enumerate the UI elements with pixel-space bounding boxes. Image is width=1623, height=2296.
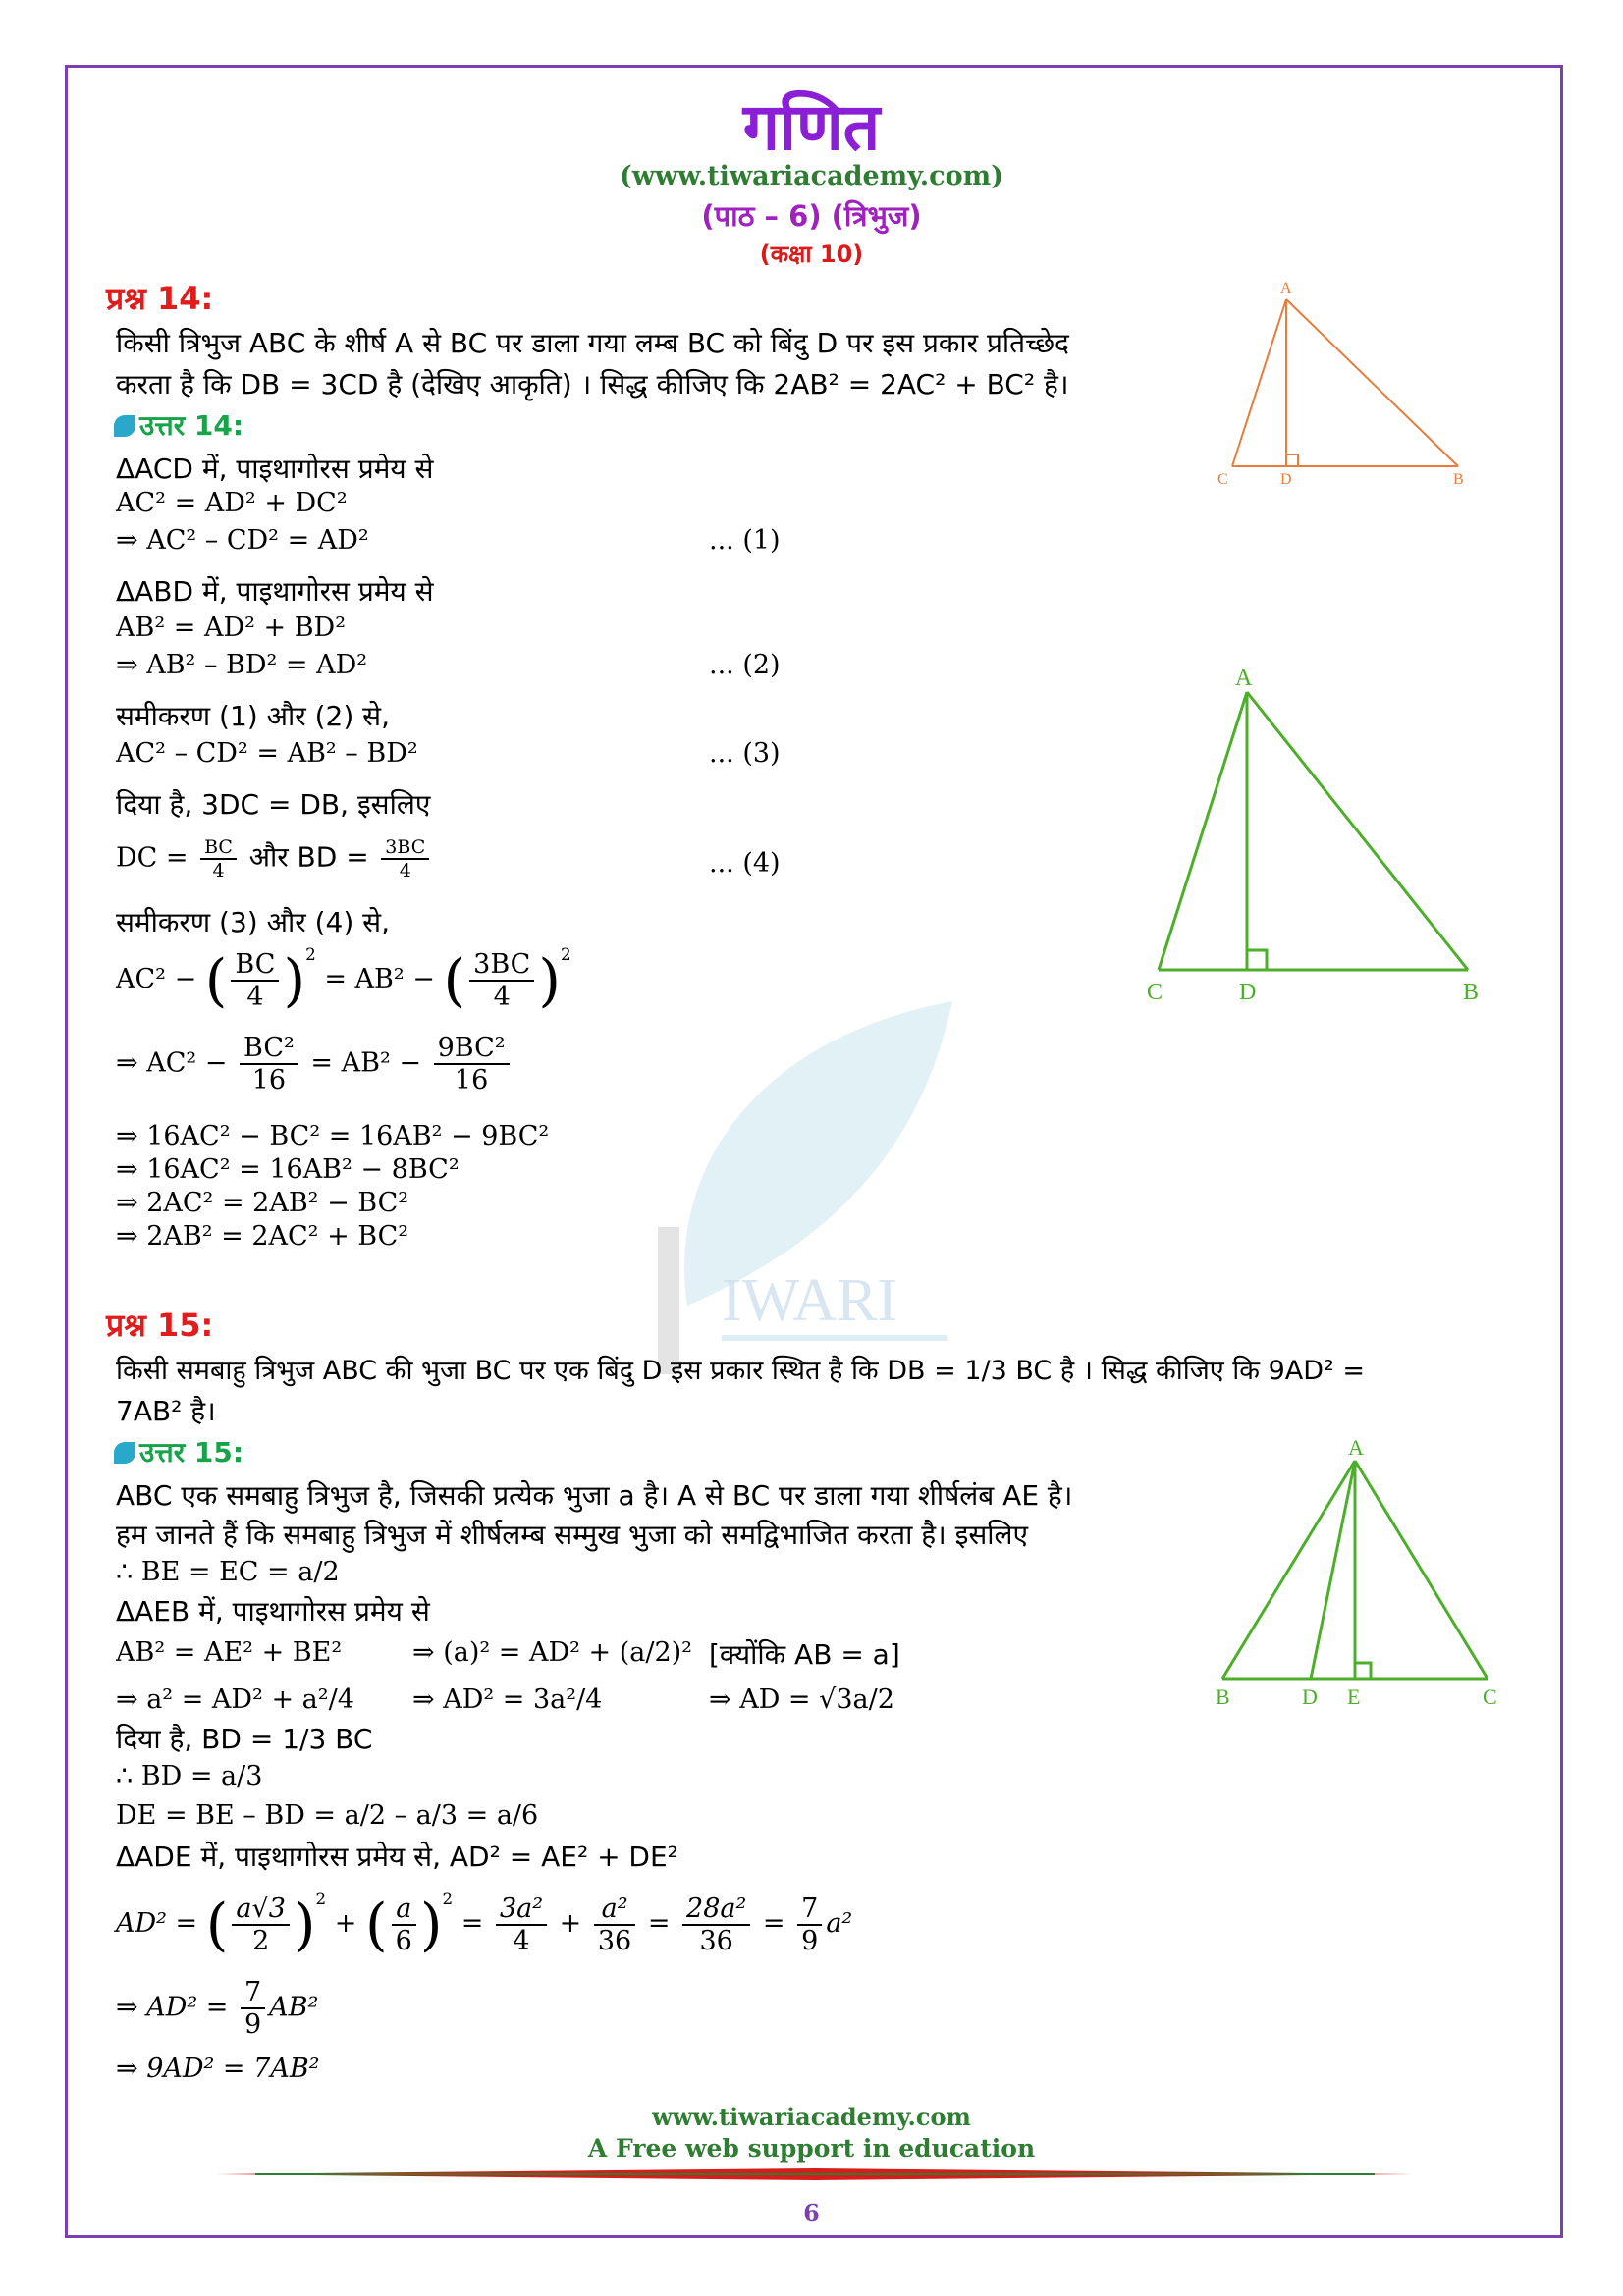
question-14-text-line1: किसी त्रिभुज ABC के शीर्ष A से BC पर डाला गया लम्ब BC को बिंदु D पर इस प्रकार प्रतिच्छेद xyxy=(116,327,1069,359)
a14-equation-brackets: AC² − ( $\frac{BC}{4}$ )$^2$ = AB² − ( $\frac{3BC}{4}$ )$^2$ xyxy=(116,944,571,1014)
a14-line1: ΔACD में, पाइथागोरस प्रमेय से xyxy=(116,453,434,485)
a15-final1: ⇒ AD² = $\frac{7}{9}$ AB² xyxy=(116,1977,319,2040)
fig3-label-d: D xyxy=(1302,1684,1318,1709)
fig1-label-d: D xyxy=(1280,471,1292,488)
a14-ref1: ... (1) xyxy=(709,525,781,556)
a15-final2: ⇒ 9AD² = 7AB² xyxy=(116,2054,320,2084)
answer-14-heading: उत्तर 14: xyxy=(114,406,243,444)
fig2-label-a: A xyxy=(1235,666,1253,691)
a15-ad2-expansion: AD² = ( $\frac{a√3}{2}$ )$^2$ + ( $\frac{a}{6}$ )$^2$ = $\frac{\text{3a²}}{4}$ + $\frac{\text{a²}}{36}$ = $\frac{\text{28a²}}{36}$ = $\frac{7}{9}$ a² xyxy=(116,1889,853,1958)
watermark-logo xyxy=(628,982,1001,1394)
answer-leaf-icon xyxy=(114,1442,135,1464)
a14-step3: ⇒ 2AC² = 2AB² − BC² xyxy=(116,1188,409,1218)
page-number: 6 xyxy=(803,2199,820,2227)
fig1-label-a: A xyxy=(1280,280,1292,296)
a15-line5c: [क्योंकि AB = a] xyxy=(709,1638,900,1671)
fig2-label-b: B xyxy=(1463,980,1480,1005)
fig3-label-c: C xyxy=(1483,1684,1497,1709)
figure-triangle-q14-large xyxy=(1129,658,1502,1011)
a14-line9: दिया है, 3DC = DB, इसलिए xyxy=(116,788,431,821)
a14-dc-bd: DC = $\frac{BC}{4}$ और BD = $\frac{3BC}{4}$ xyxy=(116,836,433,881)
question-15-text-line1: किसी समबाहु त्रिभुज ABC की भुजा BC पर एक बिंदु D इस प्रकार स्थित है कि DB = 1/3 BC है । सिद्ध कीजिए कि 9AD² = xyxy=(116,1356,1366,1386)
footer-tagline: A Free web support in education xyxy=(587,2134,1036,2163)
watermark-leaf-icon xyxy=(684,1001,952,1306)
question-14-text-line2: करता है कि DB = 3CD है (देखिए आकृति) । सिद्ध कीजिए कि 2AB² = 2AC² + BC² है। xyxy=(116,368,1069,400)
footer-divider xyxy=(216,2167,1414,2181)
a14-equation-fractions: ⇒ AC² − $\frac{\text{BC²}}{16}$ = AB² − $\frac{\text{9BC²}}{16}$ xyxy=(116,1033,514,1095)
a15-line5a: AB² = AE² + BE² xyxy=(116,1637,343,1668)
answer-15-heading: उत्तर 15: xyxy=(114,1433,243,1470)
a14-ref3: ... (3) xyxy=(709,738,781,769)
a14-line2: AC² = AD² + DC² xyxy=(116,488,348,518)
a15-line2: हम जानते हैं कि समबाहु त्रिभुज में शीर्षलम्ब सम्मुख भुजा को समद्विभाजित करता है। इसलिए xyxy=(116,1519,1029,1551)
a15-line5b: ⇒ (a)² = AD² + (a/2)² xyxy=(412,1637,693,1668)
a14-line10: समीकरण (3) और (4) से, xyxy=(116,906,390,938)
a14-line4: ΔABD में, पाइथागोरस प्रमेय से xyxy=(116,575,434,608)
a15-line9: DE = BE – BD = a/2 – a/3 = a/6 xyxy=(116,1800,539,1831)
watermark-text: IWARI xyxy=(722,1267,898,1334)
a15-line6a: ⇒ a² = AD² + a²/4 xyxy=(116,1684,354,1715)
a14-step2: ⇒ 16AC² = 16AB² − 8BC² xyxy=(116,1154,460,1185)
figure-triangle-q15 xyxy=(1198,1433,1512,1718)
fig3-label-a: A xyxy=(1348,1435,1364,1460)
a14-line5: AB² = AD² + BD² xyxy=(116,613,347,643)
a15-line10: ΔADE में, पाइथागोरस प्रमेय से, AD² = AE² + DE² xyxy=(116,1841,678,1873)
question-14-heading: प्रश्न 14: xyxy=(106,280,214,317)
a14-line8: AC² – CD² = AB² – BD² xyxy=(116,738,418,769)
fig1-label-b: B xyxy=(1453,471,1464,488)
a14-line3: ⇒ AC² – CD² = AD² xyxy=(116,525,369,556)
fig3-label-e: E xyxy=(1347,1684,1361,1709)
a15-line6c: ⇒ AD = √3a/2 xyxy=(709,1684,894,1715)
a14-ref4: ... (4) xyxy=(709,848,781,879)
a14-line7: समीकरण (1) और (2) से, xyxy=(116,700,390,732)
a15-line6b: ⇒ AD² = 3a²/4 xyxy=(412,1684,603,1715)
a14-step1: ⇒ 16AC² − BC² = 16AB² − 9BC² xyxy=(116,1121,550,1151)
class-label: (कक्षा 10) xyxy=(759,240,864,268)
a15-line8: ∴ BD = a/3 xyxy=(116,1761,263,1791)
a15-line3: ∴ BE = EC = a/2 xyxy=(116,1557,340,1587)
a14-ref2: ... (2) xyxy=(709,650,781,680)
footer-website[interactable]: www.tiwariacademy.com xyxy=(652,2103,971,2131)
question-15-text-line2: 7AB² है। xyxy=(116,1395,216,1427)
question-15-heading: प्रश्न 15: xyxy=(106,1307,214,1344)
a14-line6: ⇒ AB² – BD² = AD² xyxy=(116,650,368,680)
header-website[interactable]: (www.tiwariacademy.com) xyxy=(620,161,1003,191)
answer-leaf-icon xyxy=(114,415,135,437)
page-title: गणित xyxy=(742,89,881,165)
figure-triangle-q14-small xyxy=(1208,275,1483,491)
fig1-label-c: C xyxy=(1217,471,1228,488)
a15-line4: ΔAEB में, पाइथागोरस प्रमेय से xyxy=(116,1595,430,1628)
fig2-label-c: C xyxy=(1147,980,1163,1005)
a14-step4: ⇒ 2AB² = 2AC² + BC² xyxy=(116,1221,409,1252)
fig3-label-b: B xyxy=(1216,1684,1230,1709)
chapter-label: (पाठ – 6) (त्रिभुज) xyxy=(701,199,922,233)
a15-line1: ABC एक समबाहु त्रिभुज है, जिसकी प्रत्येक भुजा a है। A से BC पर डाला गया शीर्षलंब AE है। xyxy=(116,1479,1073,1512)
a15-line7: दिया है, BD = 1/3 BC xyxy=(116,1723,373,1755)
fig2-label-d: D xyxy=(1239,980,1257,1005)
